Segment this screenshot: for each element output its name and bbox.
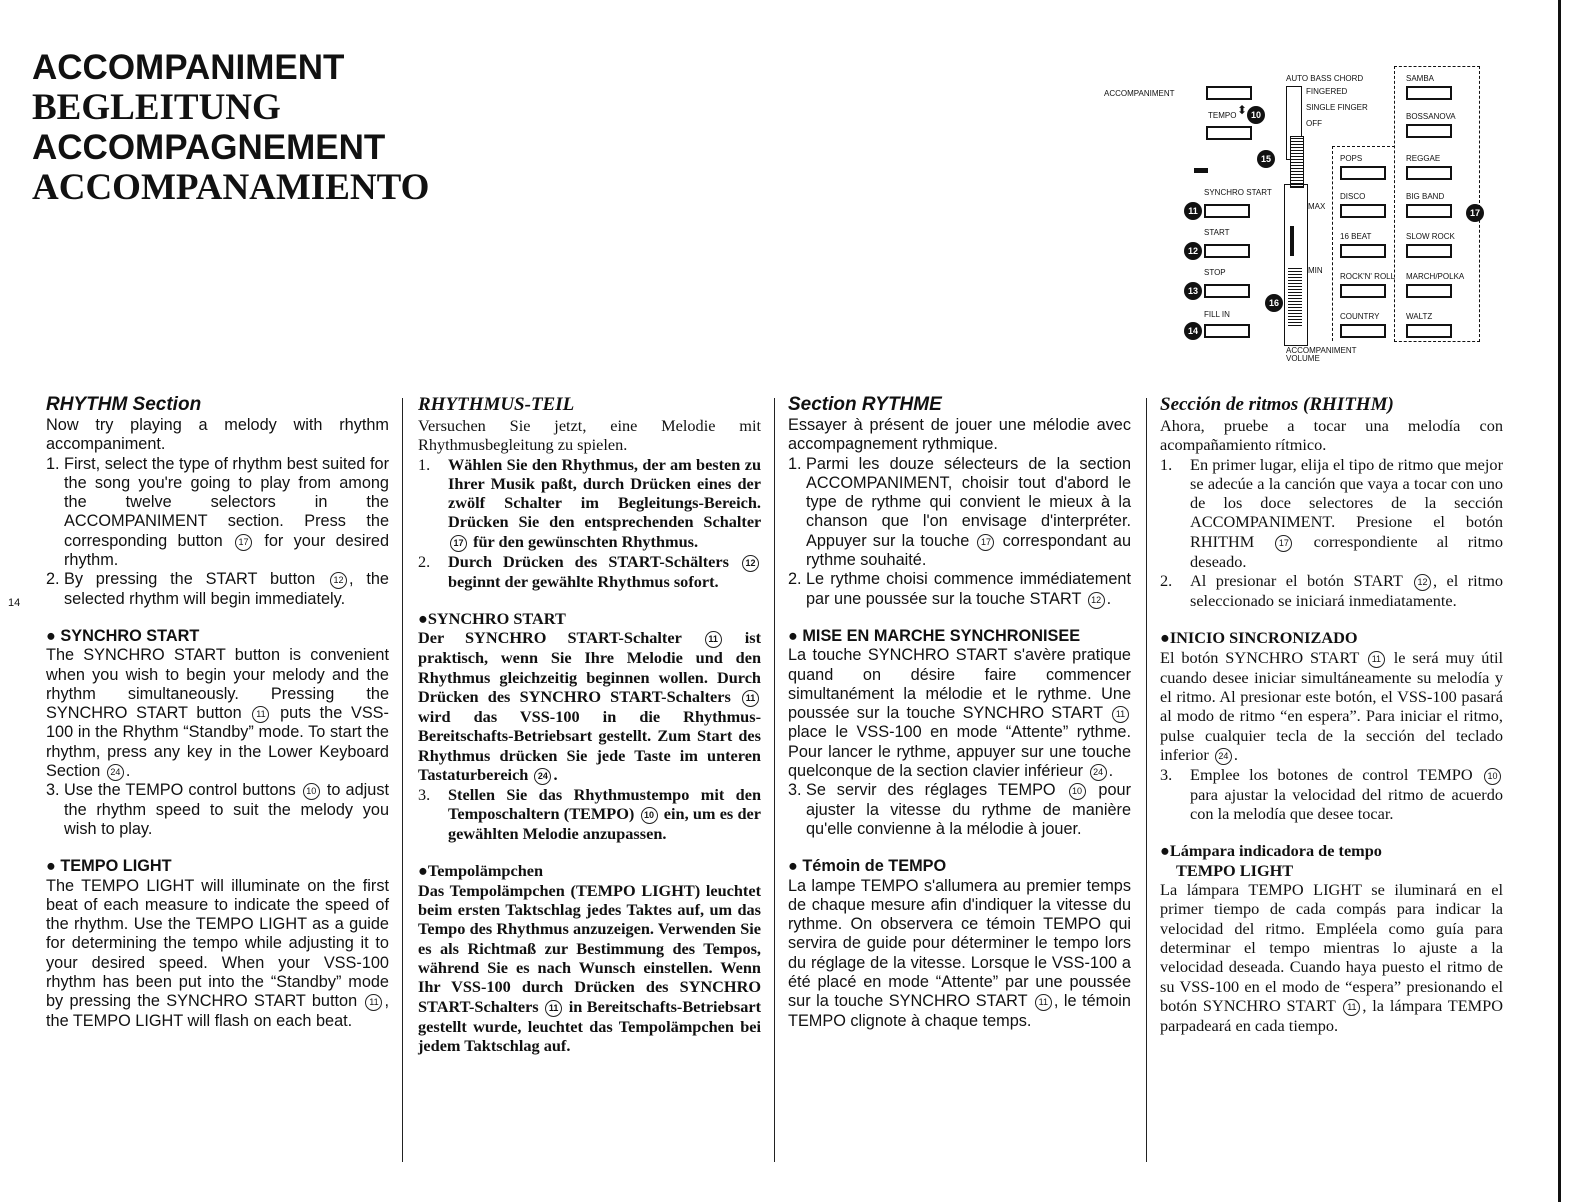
callout-16: 16 [1265,294,1283,312]
label-disco: DISCO [1340,192,1366,201]
para-fr-synchro: La touche SYNCHRO START s'avère pratique quand on désire faire commencer simultanément la mélodie et le rythme. Une poussée sur la touche SYNCHRO START 11 place le VSS-100 en mode “Attente” rythme. Pour lancer le rythme, appuyer sur une touche quelconque de la section clavier inférieur 24 . [788,646,1131,781]
disco-button [1340,204,1386,218]
para-de-tempo: Das Tempolämpchen (TEMPO LIGHT) leuchtet beim ersten Taktschlag jedes Taktes auf, um das Tempo des Rhythmus anzuzeigen. Verwenden Sie es als Richtmaß zur Bestimmung des Tempos, während Sie es nach Wunsch einstellen. Wenn Ihr VSS-100 durch Drücken des SYNCHRO START-Schalters 11 in Bereitschafts-Betriebsart gestellt wurde, leuchtet das Tempolämpchen bei jedem Taktschlag auf. [418,880,761,1055]
label-fingered: FINGERED [1306,87,1348,96]
page-titles [32,48,429,208]
intro-fr: Essayer à présent de jouer une mélodie avec accompagnement rythmique. [788,416,1131,454]
label-country: COUNTRY [1340,312,1380,321]
label-volume-1: ACCOMPANIMENT [1286,346,1357,355]
page-number: 14 [8,597,21,609]
page-edge-rule [1558,0,1561,1202]
callout-17: 17 [1466,204,1484,222]
subheading-en-tempo: ● TEMPO LIGHT [46,857,172,876]
label-tempo: TEMPO [1208,111,1237,120]
synchro-start-button [1204,204,1250,218]
callout-13: 13 [1184,282,1202,300]
para-en-synchro: The SYNCHRO START button is convenient when you wish to begin your melody and the rhythm simultaneously. Pressing the SYNCHRO START button 11 puts the VSS-100 in the Rhythm “Standby” mode. To start the rhythm, press any key in the Lower Keyboard Section 24 . [46,646,389,781]
waltz-button [1406,324,1452,338]
column-spanish [1160,394,1503,1035]
list-item: 2. By pressing the START button 12 , the selected rhythm will begin immediately. [46,570,389,608]
label-volume-2: VOLUME [1286,354,1320,363]
subheading-fr-synchro: ● MISE EN MARCHE SYNCHRONISEE [788,626,1081,645]
list-item: 2. Le rythme choisi commence immédiatement par une poussée sur la touche START 12 . [788,570,1131,608]
tempo-light-icon [1194,168,1208,173]
volume-slider-knob [1290,226,1294,256]
subheading-de-tempo: ●Tempolämpchen [418,861,544,881]
label-pops: POPS [1340,154,1363,163]
heading-fr: Section RYTHME [788,394,942,415]
heading-es: Sección de ritmos (RHITHM) [1160,394,1394,415]
tempo-light-grid [1290,136,1304,188]
label-reggae: REGGAE [1406,154,1441,163]
label-start: START [1204,228,1230,237]
label-auto-bass-chord: AUTO BASS CHORD [1286,74,1364,83]
title-fr: ACCOMPAGNEMENT [32,128,386,167]
pops-button [1340,166,1386,180]
title-de: BEGLEITUNG [32,87,281,128]
country-button [1340,324,1386,338]
fill-in-button [1204,324,1250,338]
stop-button [1204,284,1250,298]
column-divider [774,398,775,1162]
column-german [418,394,761,1055]
para-es-tempo: La lámpara TEMPO LIGHT se iluminará en el primer tiempo de cada compás para indicar la velocidad del ritmo. Empléela como guía para determinar el tempo mientras lo ajuste a la velocidad deseada. Cuando haya puesto el ritmo de su VSS-100 en el modo de “espera” presionando el botón SYNCHRO START 11 , la lámpara TEMPO parpadeará en cada tiempo. [1160,880,1503,1035]
heading-en: RHYTHM Section [46,394,202,415]
title-en: ACCOMPANIMENT [32,48,345,87]
rock-n-roll-button [1340,284,1386,298]
control-panel-diagram [1100,66,1490,366]
label-march-polka: MARCH/POLKA [1406,272,1465,281]
column-divider [1146,398,1147,1162]
label-off: OFF [1306,119,1322,128]
tempo-arrows-icon: ⬍ [1237,103,1248,117]
start-button [1204,244,1250,258]
list-item: 3. Emplee los botones de control TEMPO 10 para ajustar la velocidad del ritmo de acuerdo con la melodía que desee tocar. [1160,764,1503,824]
label-big-band: BIG BAND [1406,192,1445,201]
column-divider [402,398,403,1162]
list-item: 3. Se servir des réglages TEMPO 10 pour ajuster la vitesse du rythme de manière qu'elle convienne à la mélodie à jouer. [788,781,1132,838]
tempo-switch [1206,126,1252,140]
list-item: 1. En primer lugar, elija el tipo de ritmo que mejor se adecúe a la canción que vaya a tocar con uno de los doce selectores de la sección ACCOMPANIMENT. Presione el botón RHITHM 17 correspondiente al ritmo deseado. [1160,454,1504,571]
subheading-es-synchro: ●INICIO SINCRONIZADO [1160,628,1358,648]
label-stop: STOP [1204,268,1226,277]
callout-12: 12 [1184,242,1202,260]
label-single-finger: SINGLE FINGER [1306,103,1368,112]
column-french [788,394,1131,1031]
subheading-de-synchro: ●SYNCHRO START [418,609,566,629]
list-item: 1. Parmi les douze sélecteurs de la section ACCOMPANIMENT, choisir tout d'abord le type de rythme qui convient le mieux à la chanson que l'on envisage d'interpréter. Appuyer sur la touche 17 correspondant au rythme souhaité. [788,454,1131,570]
label-synchro-start: SYNCHRO START [1204,188,1272,197]
label-accompaniment: ACCOMPANIMENT [1104,89,1175,98]
subheading-en-synchro: ● SYNCHRO START [46,626,200,645]
callout-15: 15 [1257,150,1275,168]
list-item: 3. Use the TEMPO control buttons 10 to adjust the rhythm speed to suit the melody you wish to play. [46,781,389,838]
heading-de: RHYTHMUS-TEIL [418,394,575,415]
label-slow-rock: SLOW ROCK [1406,232,1455,241]
para-en-tempo: The TEMPO LIGHT will illuminate on the first beat of each measure to indicate the speed of the rhythm. Use the TEMPO LIGHT as a guide for determining the tempo while adjusting it to your desired speed. When your VSS-100 rhythm has been put into the “Standby” mode by pressing the SYNCHRO START button 11 , the TEMPO LIGHT will flash on each beat. [46,876,389,1030]
intro-es: Ahora, pruebe a tocar una melodía con acompañamiento rítmico. [1160,416,1503,455]
title-es: ACCOMPANAMIENTO [32,167,430,208]
label-bossanova: BOSSANOVA [1406,112,1456,121]
slow-rock-button [1406,244,1452,258]
callout-11: 11 [1184,202,1202,220]
16-beat-button [1340,244,1386,258]
list-item: 2. Durch Drücken des START-Schälters 12 beginnt der gewählte Rhythmus sofort. [418,552,761,591]
callout-14: 14 [1184,322,1202,340]
label-samba: SAMBA [1406,74,1435,83]
subheading-es-tempo: ●Lámpara indicadora de tempo TEMPO LIGHT [1160,841,1382,880]
march-polka-button [1406,284,1452,298]
list-item: 1. Wählen Sie den Rhythmus, der am besten zu Ihrer Musik paßt, durch Drücken eines der zwölf Schalter im Begleitungs-Bereich. Drücken Sie den entsprechenden Schalter 17 für den gewünschten Rhythmus. [418,454,761,551]
samba-button [1406,86,1452,100]
big-band-button [1406,204,1452,218]
label-min: MIN [1308,266,1323,275]
intro-de: Versuchen Sie jetzt, eine Melodie mit Rhythmusbegleitung zu spielen. [418,416,761,455]
column-english [46,394,389,1031]
para-fr-tempo: La lampe TEMPO s'allumera au premier temps de chaque mesure afin d'indiquer la vitesse du rythme. On observera ce témoin TEMPO qui servira de guide pour déterminer le tempo lors du réglage de la vitesse. Lorsque le VSS-100 a été placé en mode “Attente” par une poussée sur la touche SYNCHRO START 11 , le témoin TEMPO clignote à chaque temps. [788,876,1131,1030]
subheading-fr-tempo: ● Témoin de TEMPO [788,857,947,876]
list-item: 3. Stellen Sie das Rhythmustempo mit den Temposchaltern (TEMPO) 10 ein, um es der gewählten Melodie anzupassen. [418,784,761,844]
intro-en: Now try playing a melody with rhythm accompaniment. [46,416,389,454]
reggae-button [1406,166,1452,180]
list-item: 2. Al presionar el botón START 12 , el ritmo seleccionado se iniciará inmediatamente. [1160,571,1503,611]
accompaniment-switch [1206,86,1252,100]
para-de-synchro: Der SYNCHRO START-Schalter 11 ist praktisch, wenn Sie Ihre Melodie und den Rhythmus gleichzeitig beginnen wollen. Durch Drücken des SYNCHRO START-Schalters 11 wird das VSS-100 in die Rhythmus-Bereitschafts-Betriebsart gestellt. Zum Start des Rhythmus drücken Sie jede Taste im unteren Tastaturbereich 24 . [418,628,761,784]
label-max: MAX [1308,202,1326,211]
label-fill-in: FILL IN [1204,310,1230,319]
label-rock-n-roll: ROCK'N' ROLL [1340,272,1396,281]
volume-slider-grid [1288,266,1302,326]
label-waltz: WALTZ [1406,312,1433,321]
para-es-synchro: El botón SYNCHRO START 11 le será muy útil cuando desee iniciar simultáneamente su melodía y el ritmo. Al presionar este botón, el VSS-100 pasará al modo de ritmo “en espera”. Para iniciar el ritmo, pulse cualquier tecla de la sección del teclado inferior 24 . [1160,647,1504,764]
bossanova-button [1406,124,1452,138]
callout-10: 10 [1247,106,1265,124]
label-16-beat: 16 BEAT [1340,232,1372,241]
list-item: 1. First, select the type of rhythm best suited for the song you're going to play from among the twelve selectors in the ACCOMPANIMENT section. Press the corresponding button 17 for your desired rhythm. [46,454,389,570]
